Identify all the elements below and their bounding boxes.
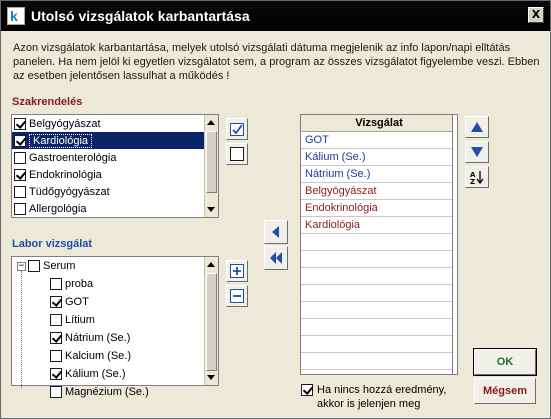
- labor-item-checkbox[interactable]: [50, 314, 62, 326]
- grid-row-empty[interactable]: [301, 353, 457, 370]
- grid-scrollbar[interactable]: [452, 115, 457, 374]
- labor-tree[interactable]: [11, 256, 219, 398]
- deselect-all-button[interactable]: [226, 143, 248, 165]
- szakrendeles-item-checkbox[interactable]: [14, 118, 26, 130]
- close-button[interactable]: X: [528, 7, 544, 23]
- intro-text: Azon vizsgálatok karbantartása, melyek utolsó vizsgálati dátuma megjelenik az info lapon/napi elltátás panelen. Ha nem jelöl ki egyetlen vizsgálatot sem, a program az összes vizsgálatot figyelembe veszi. Ebben az esetben jelentősen lassulhat a működés !: [13, 42, 540, 82]
- labor-item-checkbox[interactable]: [50, 332, 62, 344]
- labor-item-label: Lítium: [65, 314, 95, 326]
- grid-row-empty[interactable]: [301, 319, 457, 336]
- uncheck-all-icon: [229, 146, 245, 162]
- scroll-thumb[interactable]: [206, 273, 217, 371]
- arrow-up-icon: [470, 121, 484, 133]
- labor-item-checkbox[interactable]: [50, 386, 62, 398]
- scroll-down-icon[interactable]: [207, 207, 215, 212]
- select-all-button[interactable]: [226, 118, 248, 140]
- labor-item[interactable]: [12, 293, 218, 311]
- szakrendeles-item-checkbox[interactable]: [14, 135, 26, 147]
- svg-text:Z: Z: [470, 178, 476, 186]
- labor-item[interactable]: [12, 329, 218, 347]
- arrow-left-icon: [268, 224, 284, 240]
- labor-item-checkbox[interactable]: [50, 296, 62, 308]
- arrow-down-icon: [470, 146, 484, 158]
- labor-item[interactable]: [12, 311, 218, 329]
- plus-icon: [229, 263, 245, 279]
- grid-row-empty[interactable]: [301, 336, 457, 353]
- app-icon-glyph: k: [10, 8, 18, 24]
- ok-button[interactable]: OK: [474, 349, 536, 375]
- sort-az-icon: [469, 169, 485, 185]
- szakrendeles-item-label: Kardiológia: [29, 134, 92, 148]
- move-left-button[interactable]: [264, 220, 288, 244]
- szakrendeles-item[interactable]: [12, 183, 218, 200]
- szakrendeles-item-checkbox[interactable]: [14, 186, 26, 198]
- grid-row[interactable]: GOT: [301, 132, 457, 149]
- szakrendeles-item[interactable]: [12, 115, 218, 132]
- labor-item-checkbox[interactable]: [50, 350, 62, 362]
- szakrendeles-label: Szakrendelés: [12, 96, 83, 108]
- labor-item-label: proba: [65, 278, 94, 290]
- grid-row-empty[interactable]: [301, 234, 457, 251]
- labor-item-label: Nátrium (Se.): [65, 332, 131, 344]
- show-without-result-option[interactable]: [301, 383, 446, 411]
- labor-item-label: Magnézium (Se.): [65, 386, 149, 398]
- move-all-left-button[interactable]: [264, 246, 288, 270]
- scroll-up-icon[interactable]: [207, 120, 215, 125]
- tree-root-checkbox[interactable]: [28, 260, 40, 272]
- move-up-button[interactable]: [465, 116, 489, 138]
- labor-item[interactable]: [12, 275, 218, 293]
- labor-item-label: Kalcium (Se.): [65, 350, 132, 362]
- labor-item[interactable]: [12, 383, 218, 401]
- expand-all-button[interactable]: [226, 260, 248, 282]
- labor-item-checkbox[interactable]: [50, 278, 62, 290]
- move-down-button[interactable]: [465, 141, 489, 163]
- szakrendeles-item[interactable]: [12, 132, 218, 149]
- labor-label: Labor vizsgálat: [12, 238, 93, 250]
- show-without-result-label-1: Ha nincs hozzá eredmény,: [317, 384, 447, 396]
- labor-scrollbar[interactable]: [204, 257, 218, 385]
- grid-row[interactable]: Endokrinológia: [301, 200, 457, 217]
- grid-row[interactable]: Belgyógyászat: [301, 183, 457, 200]
- tree-root-row[interactable]: [12, 257, 218, 275]
- tree-root-label: Serum: [43, 260, 76, 272]
- szakrendeles-item-label: Gastroenterológia: [29, 151, 117, 164]
- collapse-icon[interactable]: −: [18, 260, 25, 271]
- szakrendeles-item-label: Tüdőgyógyászat: [29, 185, 110, 198]
- grid-row-empty[interactable]: [301, 285, 457, 302]
- show-without-result-checkbox[interactable]: [301, 384, 313, 396]
- minus-icon: [229, 288, 245, 304]
- szakrendeles-item-checkbox[interactable]: [14, 152, 26, 164]
- grid-row[interactable]: Nátrium (Se.): [301, 166, 457, 183]
- window-title: Utolsó vizsgálatok karbantartása: [31, 8, 250, 24]
- title-bar: [1, 1, 550, 31]
- check-all-icon: [229, 121, 245, 137]
- double-arrow-left-icon: [268, 250, 284, 266]
- svg-text:A: A: [470, 171, 476, 179]
- labor-item-label: Kálium (Se.): [65, 368, 126, 380]
- szakrendeles-item[interactable]: [12, 149, 218, 166]
- sort-button[interactable]: [465, 166, 489, 188]
- grid-header: Vizsgálat: [301, 115, 457, 132]
- szakrendeles-item-label: Endokrinológia: [29, 168, 102, 181]
- app-icon: [7, 7, 25, 25]
- labor-item-label: GOT: [65, 296, 89, 308]
- szakrendeles-item-label: Allergológia: [29, 202, 87, 215]
- cancel-button[interactable]: Mégsem: [474, 378, 536, 404]
- szakrendeles-list[interactable]: [11, 114, 219, 218]
- grid-row-empty[interactable]: [301, 268, 457, 285]
- show-without-result-label-2: akkor is jelenjen meg: [317, 398, 421, 410]
- szakrendeles-item[interactable]: [12, 200, 218, 217]
- grid-row[interactable]: Kálium (Se.): [301, 149, 457, 166]
- grid-row[interactable]: Kardiológia: [301, 217, 457, 234]
- scroll-up-icon[interactable]: [207, 262, 215, 267]
- labor-item-checkbox[interactable]: [50, 368, 62, 380]
- grid-row-empty[interactable]: [301, 251, 457, 268]
- grid-row-empty[interactable]: [301, 302, 457, 319]
- labor-item[interactable]: [12, 347, 218, 365]
- scroll-thumb[interactable]: [206, 131, 217, 193]
- collapse-all-button[interactable]: [226, 285, 248, 307]
- szakrendeles-item-label: Belgyógyászat: [29, 117, 101, 130]
- szakrendeles-item-checkbox[interactable]: [14, 169, 26, 181]
- szakrendeles-scrollbar[interactable]: [204, 115, 218, 217]
- szakrendeles-item-checkbox[interactable]: [14, 203, 26, 215]
- scroll-down-icon[interactable]: [207, 375, 215, 380]
- labor-item[interactable]: [12, 365, 218, 383]
- szakrendeles-item[interactable]: [12, 166, 218, 183]
- vizsgalat-grid[interactable]: [300, 114, 458, 375]
